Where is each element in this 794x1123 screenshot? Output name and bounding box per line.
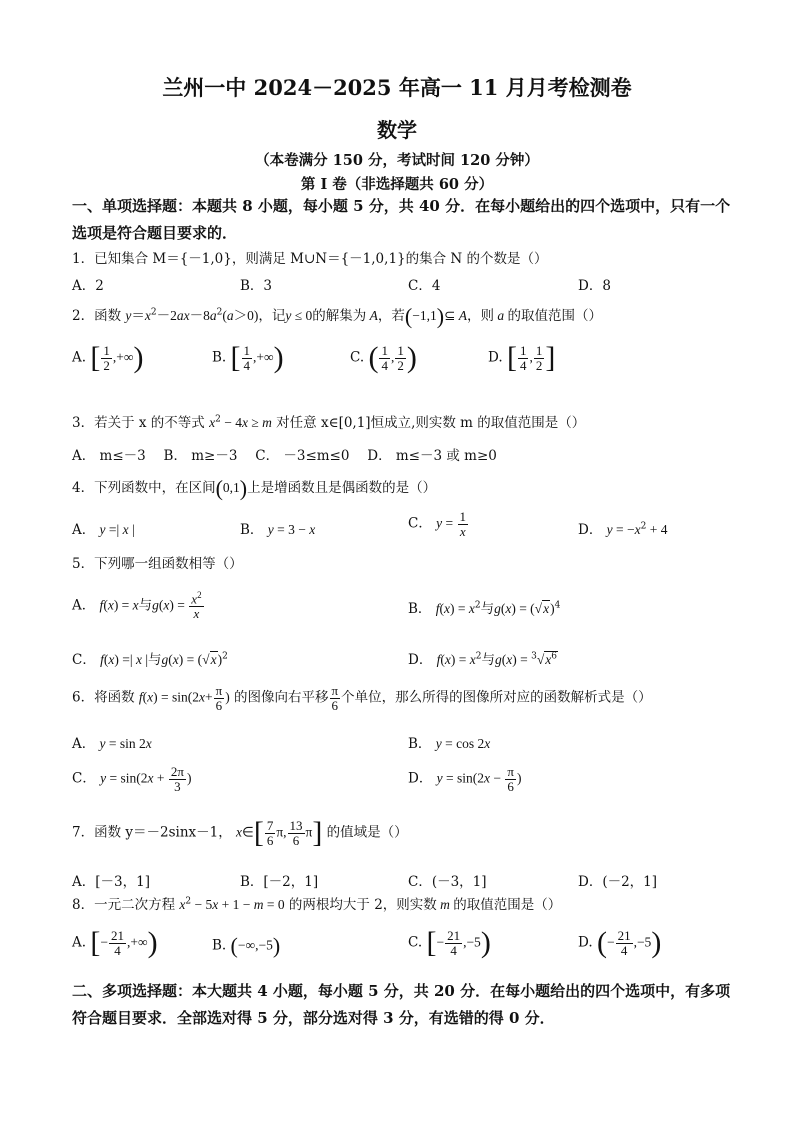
q2-option-b: B. [ $\frac{1}{4}$ ,+∞) [212,341,284,374]
q5-option-b: B． $f(x) = x^2$与$g(x) = (√x)^4$ [408,600,561,617]
question-4-stem: 4．下列函数中，在区间(0,1)上是增函数且是偶函数的是（） [72,475,437,501]
q8-option-c: C. [− $\frac{21}{4}$ ,−5) [408,926,491,959]
q7-option-d: D．(－2，1] [578,874,658,890]
q6-option-c: C． y = sin(2x + $\frac{2\pi}{3}$ ) [72,764,192,794]
q4-option-b: B． y = 3 − x [240,522,316,538]
question-1-stem: 1．已知集合 M＝{－1,0}，则满足 M∪N＝{－1,0,1}的集合 N 的个数是（） [72,251,548,267]
q5-option-c: C． f(x) =| x |与$g(x) = (√x)^2$ [72,651,228,668]
q2-function-expr: y [125,308,132,323]
q7-option-c: C．(－3，1] [408,874,487,890]
q4-option-c: C． y = $\frac{1}{x}$ [408,509,467,539]
question-6-stem: 6．将函数 f(x) = sin(2x+ $\frac{\pi}{6}$ ) 的图像向右平移 $\frac{\pi}{6}$ 个单位，那么所得的图像所对应的函数解析式是（） [72,683,652,713]
q6-option-a: A． y = sin 2x [72,736,152,752]
q6-option-d: D． y = sin(2x − $\frac{\pi}{6}$ ) [408,764,522,794]
part-title: 第 I 卷（非选择题共 60 分） [300,176,494,193]
subject-title: 数学 [377,118,417,142]
q1-option-a: A．2 [72,278,104,294]
q1-option-b: B．3 [240,278,273,294]
q8-option-d: D. (− $\frac{21}{4}$ ,−5) [578,926,662,959]
exam-note: （本卷满分 150 分，考试时间 120 分钟） [255,152,539,169]
q3-options: A． m≤－3 B． m≥－3 C． －3≤m≤0 D． m≤－3 或 m≥0 [72,448,497,464]
q8-option-b: B. (−∞,−5) [212,933,281,958]
q5-option-a: A． f(x) = x与g(x) = $\frac{x^2}{x}$ [72,590,202,621]
q1-option-d: D．8 [578,278,611,294]
q7-option-b: B．[－2，1] [240,874,319,890]
q2-option-c: C. ( $\frac{1}{4}$ , $\frac{1}{2}$ ) [350,341,417,374]
section-2-heading: 二、多项选择题：本大题共 4 小题，每小题 5 分，共 20 分．在每小题给出的四个选项中，有多项符合题目要求．全部选对得 5 分，部分选对得 3 分，有选错的得 0 分． [72,982,731,1027]
question-2-stem: 2．函数 $y=x^2-2ax-8a^2(a>0)$，记y ≤ 0的解集为 A，若(−1,1)⊆ A，则 a 的取值范围（） [72,303,602,329]
question-7-stem: 7．函数 y＝－2sinx－1， x∈[ $\frac{7}{6}$ π, $\frac{13}{6}$ π] 的值域是（） [72,816,408,849]
section-1-heading: 一、单项选择题：本题共 8 小题，每小题 5 分，共 40 分．在每小题给出的四个选项中，只有一个选项是符合题目要求的． [72,197,731,242]
q6-option-b: B． y = cos 2x [408,736,491,752]
q2-option-a: A. [ $\frac{1}{2}$ ,+∞) [72,341,144,374]
question-8-stem: 8．一元二次方程 $x^2 - 5x + 1 - m = 0$ 的两根均大于 2，则实数 m 的取值范围是（） [72,896,562,913]
q4-option-a: A． y =| x | [72,522,135,538]
exam-title: 兰州一中 2024－2025 年高一 11 月月考检测卷 [162,75,632,100]
q1-option-c: C．4 [408,278,441,294]
q8-option-a: A. [− $\frac{21}{4}$ ,+∞) [72,926,158,959]
question-5-stem: 5．下列哪一组函数相等（） [72,556,243,572]
q2-option-d: D. [ $\frac{1}{4}$ , $\frac{1}{2}$ ] [488,341,556,374]
q7-option-a: A．[－3，1] [72,874,150,890]
question-3-stem: 3．若关于 x 的不等式 $x^2 - 4x \ge m$ 对任意 x∈[0,1]恒成立,则实数 m 的取值范围是（） [72,414,586,431]
q5-option-d: D． $f(x) = x^2$与$g(x) = ^3√x^6$ [408,651,557,668]
q4-option-d: D． $y = -x^2 + 4$ [578,521,668,538]
